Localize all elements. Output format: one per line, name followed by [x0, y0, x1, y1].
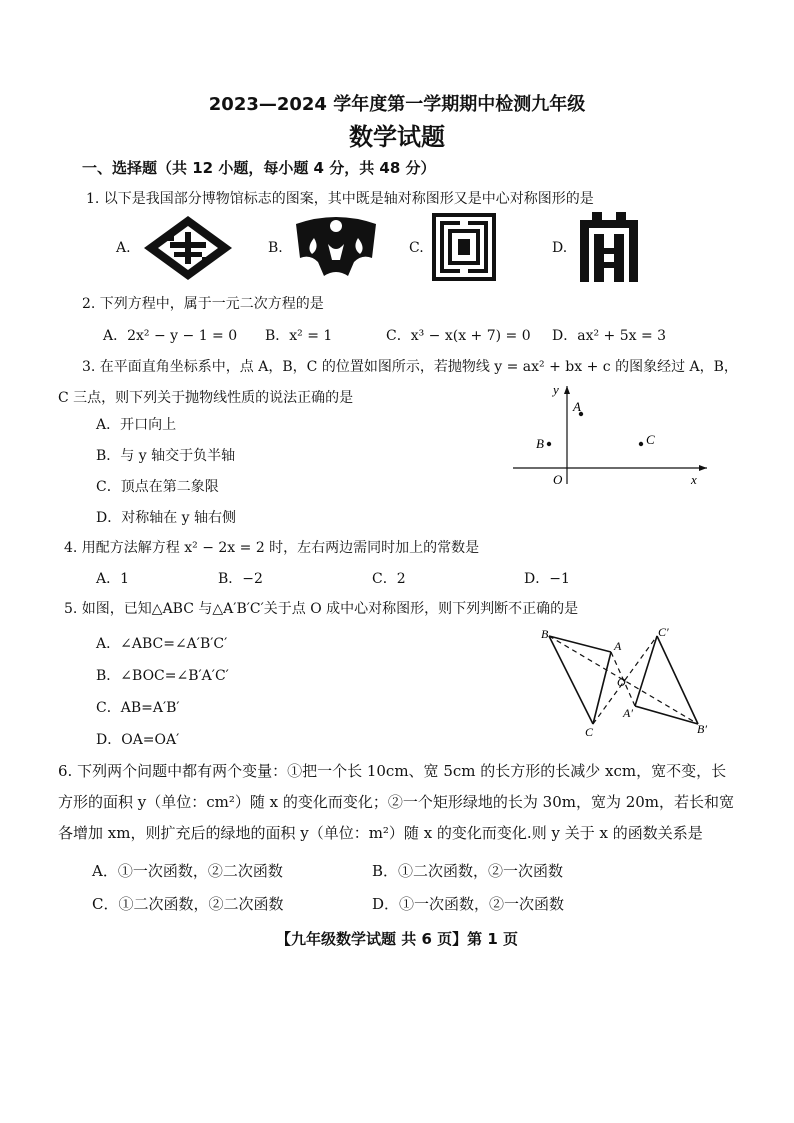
origin-label: O: [553, 472, 563, 487]
vertex-b-label: B: [541, 627, 549, 641]
question-4-option-d: D．−1: [524, 571, 570, 587]
museum-logo-c-image: [432, 213, 496, 281]
question-2-stem: 2. 下列方程中，属于一元二次方程的是: [82, 296, 324, 312]
vertex-a-label: A: [614, 639, 622, 653]
page-footer: 【九年级数学试题 共 6 页】第 1 页: [276, 930, 518, 948]
question-1-option-d: D.: [552, 240, 568, 256]
question-1-option-c: C.: [409, 240, 424, 256]
question-4-option-b: B．−2: [218, 571, 263, 587]
section-heading: 一、选择题（共 12 小题，每小题 4 分，共 48 分）: [82, 159, 436, 177]
point-a-label: A: [573, 399, 581, 414]
point-c-label: C: [646, 432, 655, 447]
question-6-line-1: 6. 下列两个问题中都有两个变量：①把一个长 10cm、宽 5cm 的长方形的长减少 xcm，宽不变，长: [58, 762, 727, 780]
question-2-option-b: B．x² = 1: [265, 328, 333, 344]
question-5-option-a: A．∠ABC=∠A′B′C′: [96, 636, 228, 652]
question-3-stem-line-2: C 三点，则下列关于抛物线性质的说法正确的是: [58, 390, 354, 406]
exam-title: 数学试题: [349, 123, 445, 151]
question-6-line-2: 方形的面积 y（单位：cm²）随 x 的变化而变化；②一个矩形绿地的长为 30m，宽为 20m，若长和宽: [58, 793, 735, 811]
question-4-stem: 4. 用配方法解方程 x² − 2x = 2 时，左右两边需同时加上的常数是: [64, 540, 480, 556]
question-5-option-c: C．AB=A′B′: [96, 700, 180, 716]
question-1-option-a: A.: [116, 240, 131, 256]
question-4-option-c: C．2: [372, 571, 406, 587]
question-3-stem-line-1: 3. 在平面直角坐标系中，点 A，B，C 的位置如图所示，若抛物线 y = ax² + bx + c 的图象经过 A，B，: [82, 359, 738, 375]
vertex-c-label: C: [585, 725, 594, 739]
question-2-option-c: C．x³ − x(x + 7) = 0: [386, 328, 531, 344]
question-3-option-b: B．与 y 轴交于负半轴: [96, 448, 236, 464]
question-4-option-a: A．1: [96, 571, 130, 587]
x-axis-label: x: [691, 472, 697, 487]
question-6-line-3: 各增加 xm，则扩充后的绿地的面积 y（单位：m²）随 x 的变化而变化.则 y 关于 x 的函数关系是: [58, 824, 703, 842]
question-2-option-d: D．ax² + 5x = 3: [552, 328, 667, 344]
question-5-option-b: B．∠BOC=∠B′A′C′: [96, 668, 229, 684]
y-axis-arrow-icon: [564, 386, 570, 394]
museum-logo-d-image: [578, 212, 640, 284]
question-3-coordinate-figure: [505, 380, 715, 490]
question-3-option-d: D．对称轴在 y 轴右侧: [96, 510, 237, 526]
museum-logo-a-image: [134, 212, 242, 284]
question-6-option-d: D．①一次函数，②一次函数: [372, 895, 565, 913]
vertex-b-prime-label: B′: [697, 722, 707, 736]
exam-header: 2023—2024 学年度第一学期期中检测九年级: [208, 94, 586, 115]
question-6-option-b: B．①二次函数，②一次函数: [372, 862, 564, 880]
question-1-stem: 1. 以下是我国部分博物馆标志的图案，其中既是轴对称图形又是中心对称图形的是: [86, 191, 594, 207]
question-6-option-a: A．①一次函数，②二次函数: [92, 862, 283, 880]
point-b: [547, 442, 551, 446]
vertex-a-prime-label: A′: [623, 706, 633, 720]
x-axis-arrow-icon: [699, 465, 707, 471]
center-o-label: O: [617, 675, 626, 689]
question-6-option-c: C．①二次函数，②二次函数: [92, 895, 284, 913]
museum-logo-b-image: [292, 214, 380, 280]
question-2-option-a: A．2x² − y − 1 = 0: [103, 328, 238, 344]
question-5-option-d: D．OA=OA′: [96, 732, 180, 748]
point-b-label: B: [536, 436, 544, 451]
point-c: [639, 442, 643, 446]
question-1-option-b: B.: [268, 240, 283, 256]
question-3-option-a: A．开口向上: [96, 417, 177, 433]
y-axis-label: y: [553, 382, 559, 397]
question-3-option-c: C．顶点在第二象限: [96, 479, 219, 495]
vertex-c-prime-label: C′: [658, 625, 669, 639]
question-5-symmetry-figure: [535, 620, 720, 745]
question-5-stem: 5. 如图，已知△ABC 与△A′B′C′关于点 O 成中心对称图形，则下列判断不正确的是: [64, 601, 579, 617]
